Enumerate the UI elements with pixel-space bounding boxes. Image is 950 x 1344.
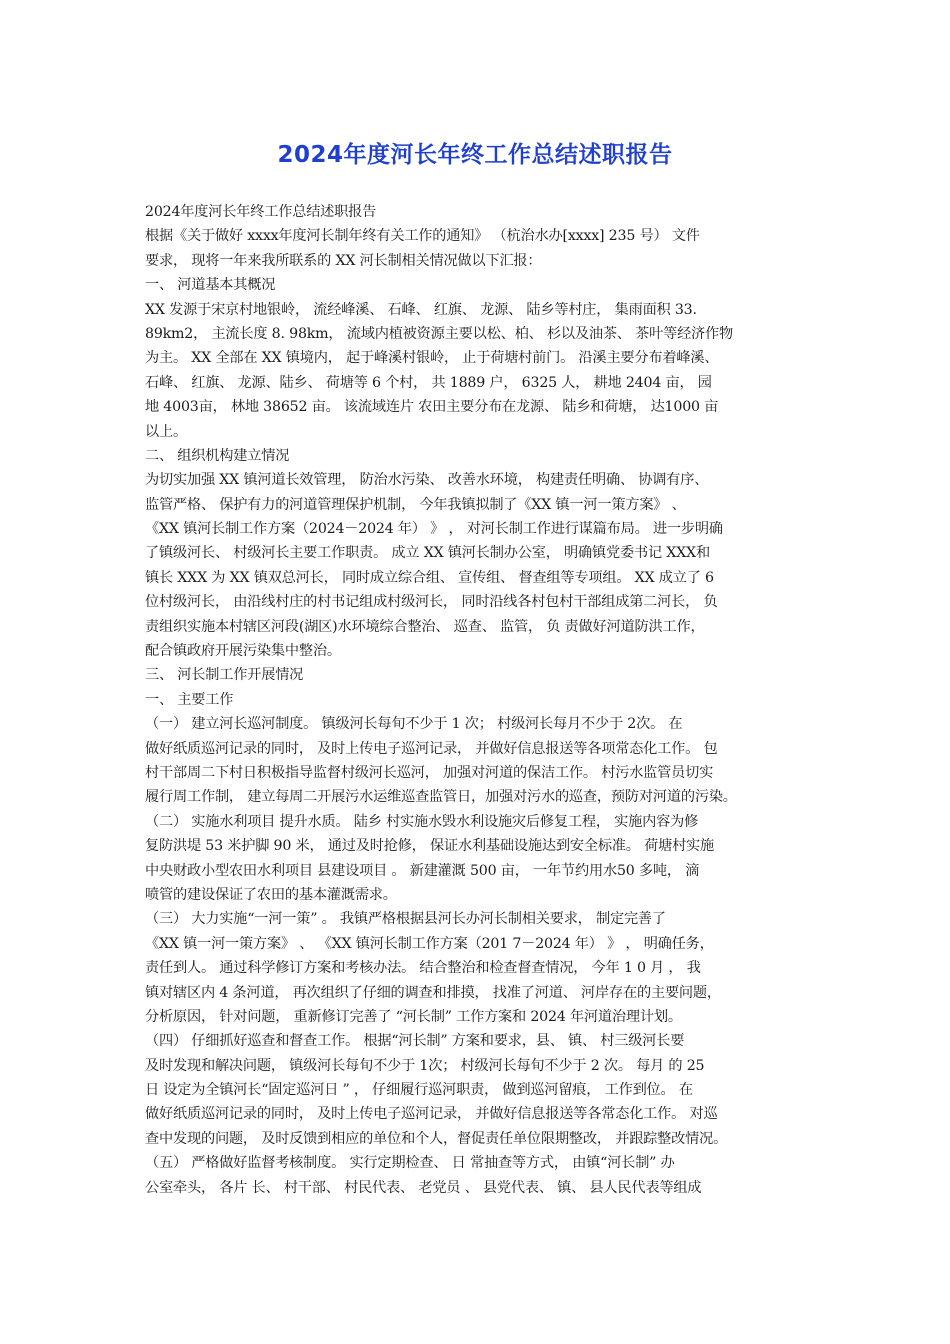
body-line: 喷管的建设保证了农田的基本灌溉需求。 bbox=[145, 886, 397, 903]
body-line: 履行周工作制， 建立每周二开展污水运维巡查监管日，加强对污水的巡查，预防对河道的污染。 bbox=[145, 789, 737, 806]
body-line: 为切实加强 XX 镇河道长效管理， 防治水污染、 改善水环境， 构建责任明确、 协调有序、 bbox=[145, 472, 709, 489]
body-line: 做好纸质巡河记录的同时， 及时上传电子巡河记录， 并做好信息报送等各项常态化工作。 包 bbox=[145, 740, 718, 757]
body-line: 89km2， 主流长度 8. 98km， 流域内植被资源主要以松、柏、 杉以及油茶、 茶叶等经济作物 bbox=[145, 325, 734, 342]
document-body bbox=[145, 200, 810, 1200]
body-line: 二、 组织机构建立情况 bbox=[145, 447, 290, 464]
body-line: 镇长 XXX 为 XX 镇双总河长， 同时成立综合组、 宣传组、 督查组等专项组。 XX 成立了 6 bbox=[145, 569, 714, 586]
body-line: 了镇级河长、 村级河长主要工作职责。 成立 XX 镇河长制办公室， 明确镇党委书记 XXX和 bbox=[145, 545, 710, 562]
body-line: 石峰、 红旗、 龙源、陆乡、 荷塘等 6 个村， 共 1889 户， 6325 人， 耕地 2404 亩， 园 bbox=[145, 374, 712, 391]
body-line: 责任到人。 通过科学修订方案和考核办法。 结合整治和检查督查情况， 今年 1 0 月 ， 我 bbox=[145, 960, 701, 977]
body-line: 一、 河道基本其概况 bbox=[145, 277, 276, 294]
body-line: 一、 主要工作 bbox=[145, 691, 234, 708]
body-line: 村干部周二下村日积极指导监督村级河长巡河， 加强对河道的保洁工作。 村污水监管员切实 bbox=[145, 764, 714, 781]
body-line: 中央财政小型农田水利项目 县建设项目 。 新建灌溉 500 亩， 一年节约用水50 多吨， 滴 bbox=[145, 862, 700, 879]
body-line: 三、 河长制工作开展情况 bbox=[145, 667, 304, 684]
body-line: （二） 实施水利项目 提升水质。 陆乡 村实施水毁水利设施灾后修复工程， 实施内容为修 bbox=[145, 813, 699, 830]
body-line: 公室牵头， 各片 长、 村干部、 村民代表、 老党员 、 县党代表、 镇、 县人民代表等组成 bbox=[145, 1179, 702, 1196]
body-line: XX 发源于宋京村地银岭， 流经峰溪、 石峰、 红旗、 龙源、 陆乡等村庄， 集雨面积 33. bbox=[145, 301, 697, 318]
body-line: 要求， 现将一年来我所联系的 XX 河长制相关情况做以下汇报： bbox=[145, 252, 542, 269]
body-line: （五） 严格做好监督考核制度。 实行定期检查、 日 常抽查等方式， 由镇“河长制” 办 bbox=[145, 1155, 675, 1172]
body-line: 《XX 镇一河一策方案》 、 《XX 镇河长制工作方案（201 7－2024 年） 》 ， 明确任务， bbox=[145, 935, 714, 952]
body-line: 为主。 XX 全部在 XX 镇境内， 起于峰溪村银岭， 止于荷塘村前门。 沿溪主要分布着峰溪、 bbox=[145, 350, 719, 367]
body-line: 查中发现的问题， 及时反馈到相应的单位和个人，督促责任单位限期整改， 并跟踪整改情况。 bbox=[145, 1130, 728, 1147]
body-line: 及时发现和解决问题， 镇级河长每旬不少于 1次； 村级河长每旬不少于 2 次。 每月 的 25 bbox=[145, 1057, 705, 1074]
body-line: 配合镇政府开展污染集中整治。 bbox=[145, 643, 341, 660]
body-line: 日 设定为全镇河长“固定巡河日 ” ， 仔细履行巡河职责， 做到巡河留痕， 工作到位。 在 bbox=[145, 1082, 693, 1099]
body-line: 根据《关于做好 xxxx年度河长制年终有关工作的通知》 （杭治水办[xxxx] 235 号） 文件 bbox=[145, 228, 700, 245]
body-line: 地 4003亩， 林地 38652 亩。 该流域连片 农田主要分布在龙源、 陆乡和荷塘， 达1000 亩 bbox=[145, 399, 719, 416]
body-line: （一） 建立河长巡河制度。 镇级河长每旬不少于 1 次； 村级河长每月不少于 2次。 在 bbox=[145, 716, 683, 733]
body-line: 2024年度河长年终工作总结述职报告 bbox=[145, 204, 377, 220]
body-line: 责组织实施本村辖区河段(湖区)水环境综合整治、 巡查、 监管， 负 责做好河道防洪工作， bbox=[145, 618, 705, 635]
body-line: 位村级河长， 由沿线村庄的村书记组成村级河长， 同时沿线各村包村干部组成第二河长， 负 bbox=[145, 594, 718, 611]
body-line: 以上。 bbox=[145, 423, 187, 440]
body-line: 分析原因， 针对问题， 重新修订完善了 “河长制” 工作方案和 2024 年河道治理计划。 bbox=[145, 1008, 682, 1025]
body-line: 做好纸质巡河记录的同时， 及时上传电子巡河记录， 并做好信息报送等各常态化工作。 对巡 bbox=[145, 1106, 718, 1123]
body-line: （三） 大力实施“一河一策” 。 我镇严格根据县河长办河长制相关要求， 制定完善了 bbox=[145, 911, 666, 928]
body-line: 《XX 镇河长制工作方案（2024－2024 年） 》 ， 对河长制工作进行谋篇布局。 进一步明确 bbox=[145, 521, 723, 538]
body-line: （四） 仔细抓好巡查和督查工作。 根据“河长制” 方案和要求，县、 镇、 村三级河长要 bbox=[145, 1033, 685, 1050]
body-line: 镇对辖区内 4 条河道， 再次组织了仔细的调查和排摸， 找准了河道、 河岸存在的主要问题， bbox=[145, 984, 721, 1001]
document-title: 2024年度河长年终工作总结述职报告 bbox=[277, 142, 673, 168]
body-line: 监管严格、 保护有力的河道管理保护机制， 今年我镇拟制了《XX 镇一河一策方案》 、 bbox=[145, 496, 686, 513]
body-line: 复防洪堤 53 米护脚 90 米， 通过及时抢修， 保证水利基础设施达到安全标准。 荷塘村实施 bbox=[145, 838, 715, 855]
